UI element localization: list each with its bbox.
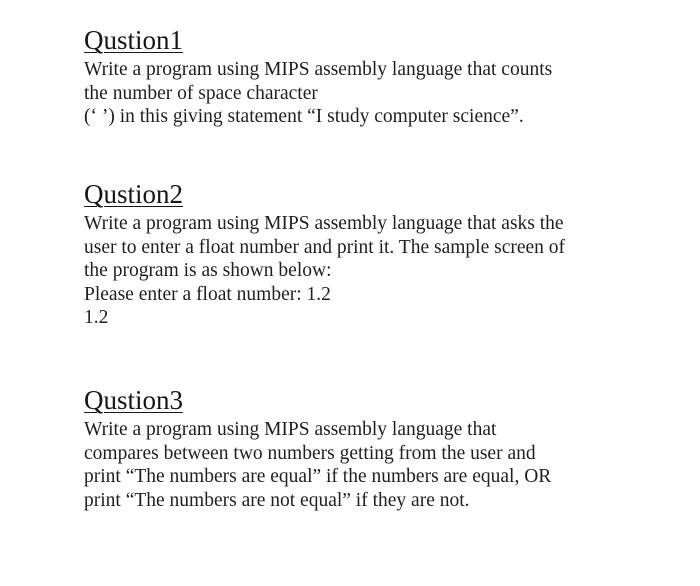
question-3-heading: Qustion3	[84, 385, 184, 415]
question-2-sample-prompt: Please enter a float number: 1.2	[84, 283, 331, 305]
question-2-heading: Qustion2	[84, 179, 184, 209]
question-1-line: (‘ ’) in this giving statement “I study computer science”.	[84, 106, 524, 127]
question-3-line: print “The numbers are not equal” if they are not.	[84, 489, 470, 511]
question-2-sample-output: 1.2	[84, 307, 109, 328]
question-1-heading: Qustion1	[84, 25, 184, 55]
question-3-line: compares between two numbers getting from the user and	[84, 442, 536, 464]
question-3-line: Write a program using MIPS assembly language that	[84, 419, 497, 440]
question-2-line: user to enter a float number and print it. The sample screen of	[84, 236, 566, 258]
question-1-line: the number of space character	[84, 82, 318, 104]
question-2-line: the program is as shown below:	[84, 260, 332, 281]
question-2	[84, 176, 644, 330]
question-1	[84, 22, 644, 129]
question-1-line: Write a program using MIPS assembly language that counts	[84, 59, 553, 80]
question-3-line: print “The numbers are equal” if the numbers are equal, OR	[84, 466, 552, 487]
question-3	[84, 382, 644, 512]
question-2-line: Write a program using MIPS assembly language that asks the	[84, 213, 564, 234]
